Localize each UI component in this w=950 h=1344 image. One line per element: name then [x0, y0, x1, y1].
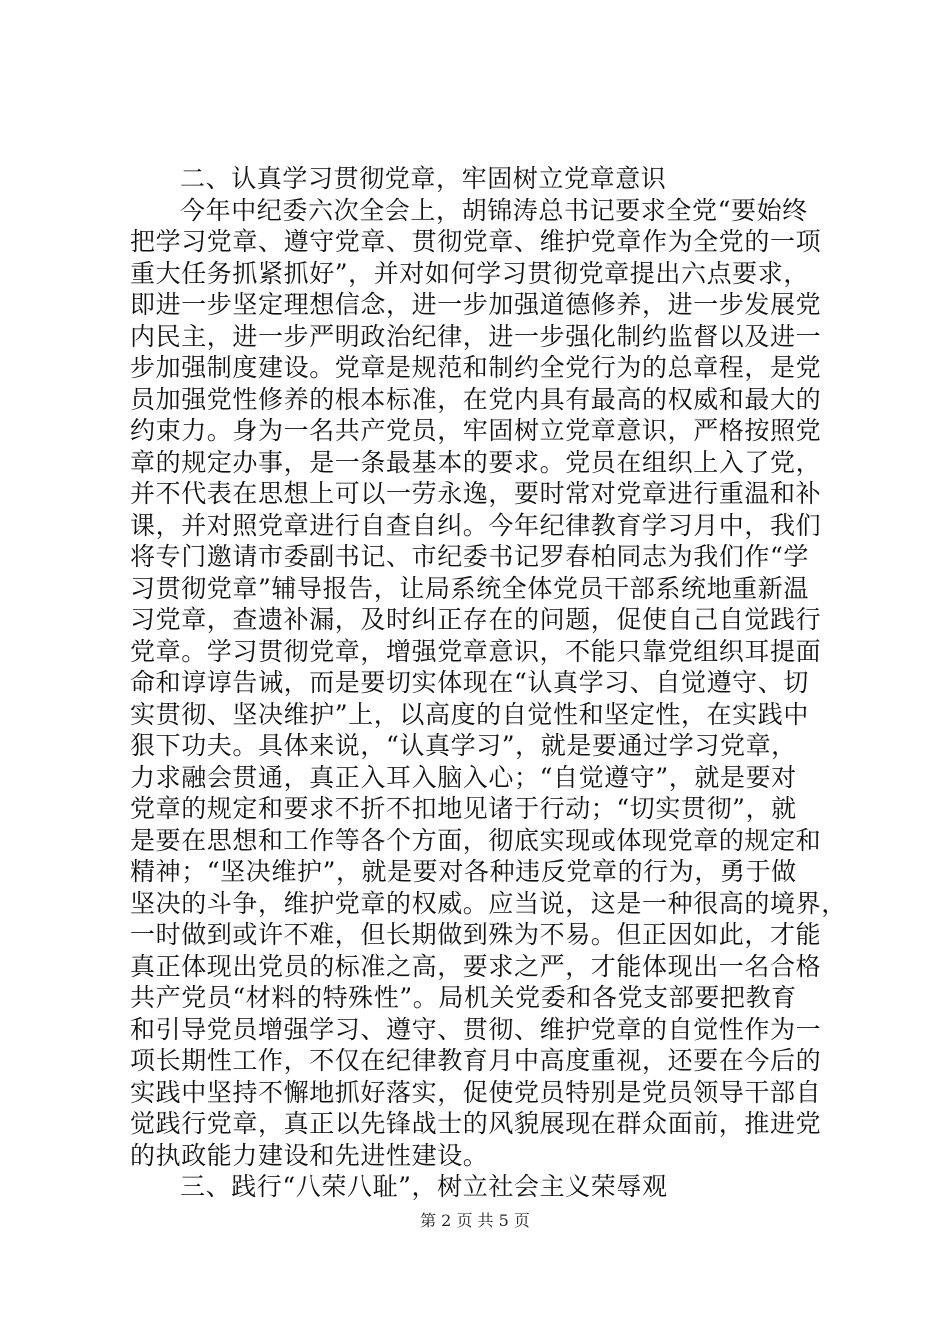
paragraph-line: 项长期性工作，不仅在纪律教育月中高度重视，还要在今后的	[130, 1046, 822, 1075]
paragraph-line: 的执政能力建设和先进性建设。	[130, 1140, 489, 1170]
paragraph-line: 步加强制度建设。党章是规范和制约全党行为的总章程，是党	[130, 353, 822, 382]
paragraph-line: 课，并对照党章进行自查自纠。今年纪律教育学习月中，我们	[130, 510, 822, 540]
paragraph-line: 是要在思想和工作等各个方面，彻底实现或体现党章的规定和	[130, 825, 822, 855]
paragraph-line: 重大任务抓紧抓好”，并对如何学习贯彻党章提出六点要求，	[130, 258, 809, 288]
paragraph-line: 真正体现出党员的标准之高，要求之严，才能体现出一名合格	[130, 951, 822, 981]
paragraph-line: 和引导党员增强学习、遵守、贯彻、维护党章的自觉性作为一	[130, 1014, 822, 1044]
paragraph-line: 习贯彻党章”辅导报告，让局系统全体党员干部系统地重新温	[130, 573, 809, 603]
paragraph-line: 将专门邀请市委副书记、市纪委书记罗春柏同志为我们作“学	[130, 542, 809, 571]
paragraph-line: 并不代表在思想上可以一劳永逸，要时常对党章进行重温和补	[130, 479, 822, 508]
page-footer: 第 2 页 共 5 页	[420, 1211, 530, 1230]
paragraph-line: 精神；“坚决维护”，就是要对各种违反党章的行为，勇于做	[130, 857, 797, 886]
paragraph-line: 章的规定办事，是一条最基本的要求。党员在组织上入了党，	[130, 447, 822, 477]
document-body	[130, 163, 847, 1203]
paragraph-line: 习党章，查遗补漏，及时纠正存在的问题，促使自己自觉践行	[130, 605, 822, 634]
paragraph-line: 命和谆谆告诫，而是要切实体现在“认真学习、自觉遵守、切	[130, 668, 809, 697]
paragraph-line: 坚决的斗争，维护党章的权威。应当说，这是一种很高的境界，	[130, 888, 847, 918]
paragraph-line: 党章的规定和要求不折不扣地见诸于行动；“切实贯彻”，就	[130, 794, 797, 823]
paragraph-line: 狠下功夫。具体来说，“认真学习”，就是要通过学习党章，	[130, 731, 797, 760]
paragraph-line: 约束力。身为一名共产党员，牢固树立党章意识，严格按照党	[130, 416, 822, 445]
paragraph-line: 实贯彻、坚决维护”上，以高度的自觉性和坚定性，在实践中	[130, 699, 809, 729]
paragraph-line: 力求融会贯通，真正入耳入脑入心；“自觉遵守”，就是要对	[130, 762, 797, 792]
paragraph-line: 员加强党性修养的根本标准，在党内具有最高的权威和最大的	[130, 384, 822, 414]
paragraph-line: 把学习党章、遵守党章、贯彻党章、维护党章作为全党的一项	[130, 227, 822, 256]
section-heading: 二、认真学习贯彻党章，牢固树立党章意识	[180, 164, 667, 193]
paragraph-line: 今年中纪委六次全会上，胡锦涛总书记要求全党“要始终	[180, 195, 808, 225]
paragraph-line: 即进一步坚定理想信念，进一步加强道德修养，进一步发展党	[130, 290, 822, 319]
paragraph-line: 实践中坚持不懈地抓好落实，促使党员特别是党员领导干部自	[130, 1077, 822, 1107]
paragraph-line: 共产党员“材料的特殊性”。局机关党委和各党支部要把教育	[130, 983, 797, 1012]
section-heading: 三、践行“八荣八耻”，树立社会主义荣辱观	[180, 1172, 668, 1201]
paragraph-line: 觉践行党章，真正以先锋战士的风貌展现在群众面前，推进党	[130, 1109, 822, 1138]
paragraph-line: 内民主，进一步严明政治纪律，进一步强化制约监督以及进一	[130, 321, 822, 351]
paragraph-line: 党章。学习贯彻党章，增强党章意识，不能只靠党组织耳提面	[130, 636, 822, 666]
paragraph-line: 一时做到或许不难，但长期做到殊为不易。但正因如此，才能	[130, 920, 822, 949]
